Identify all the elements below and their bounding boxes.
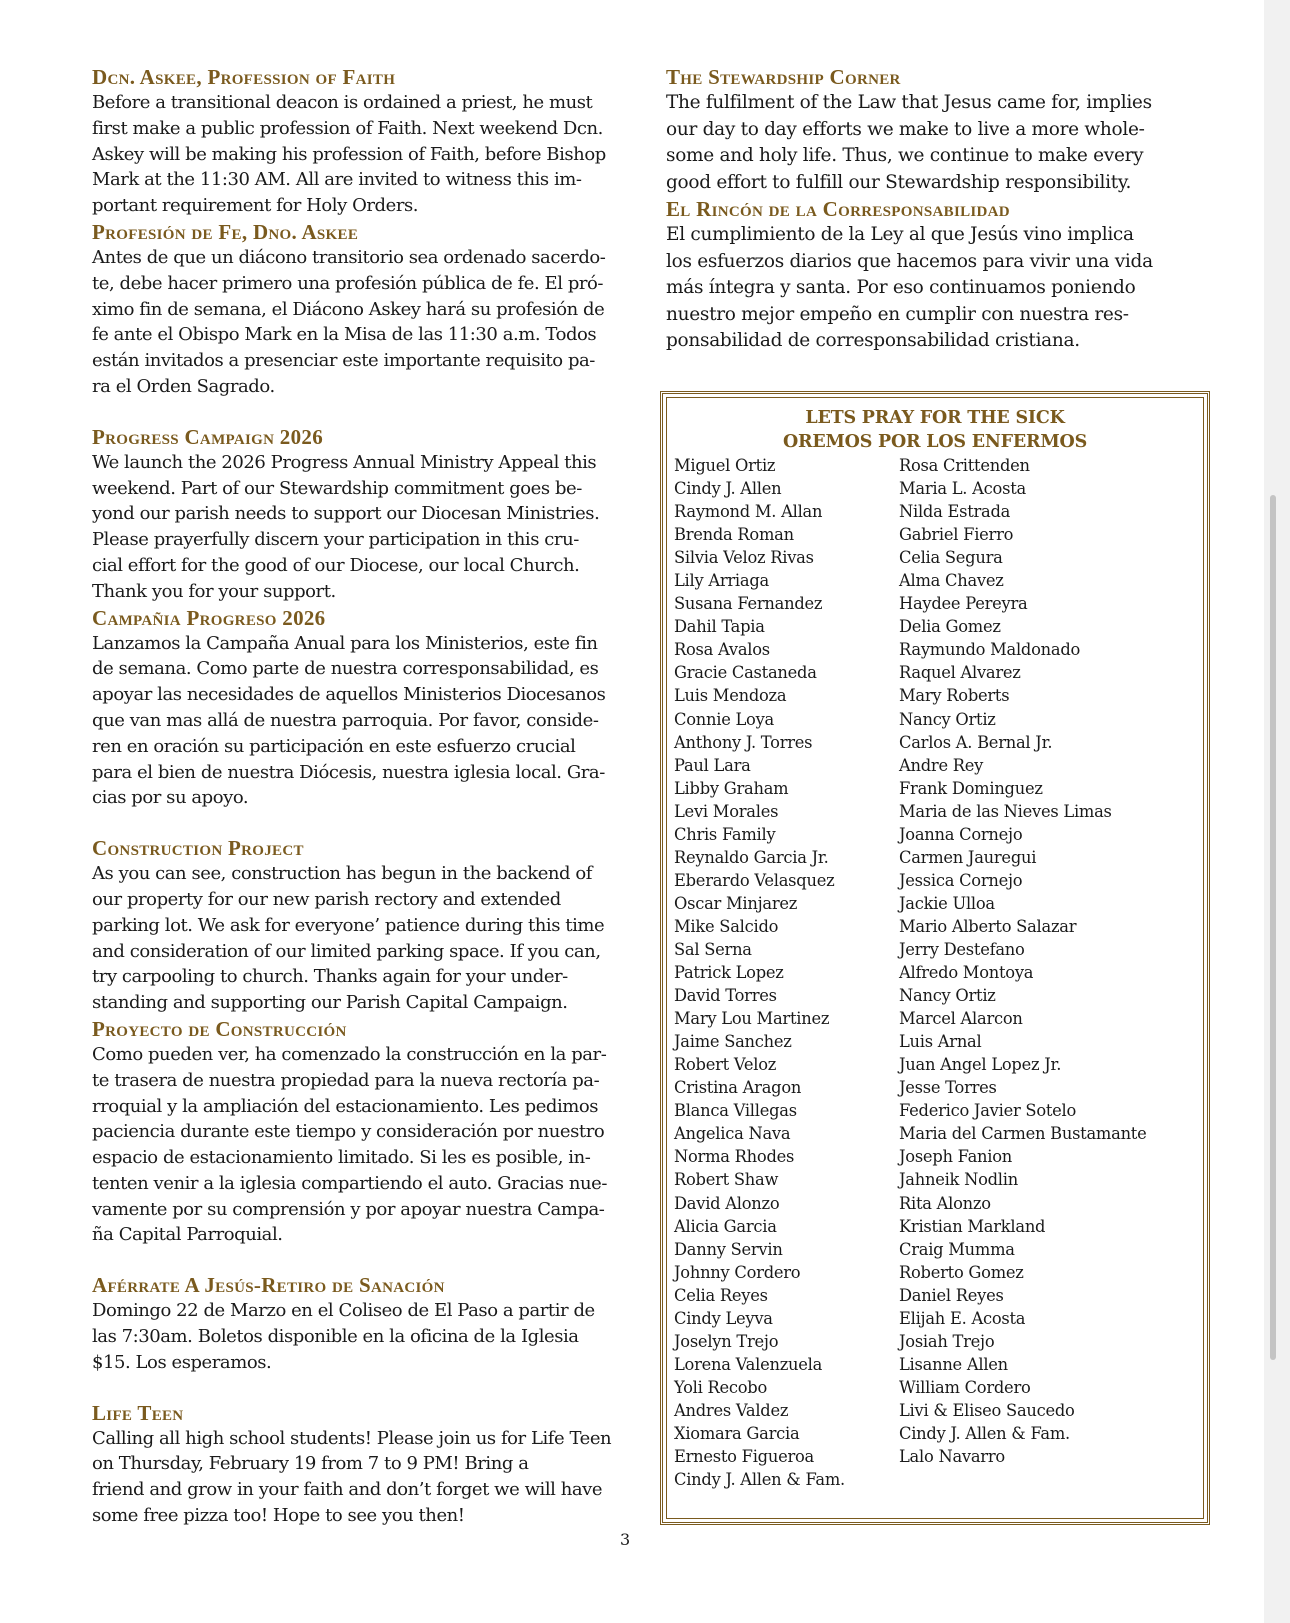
sick-names-column-1 [674, 454, 845, 1491]
sick-name: Alicia Garcia [674, 1216, 777, 1236]
sick-name: Nilda Estrada [899, 502, 1011, 522]
sick-name: Gabriel Fierro [899, 525, 1014, 545]
sick-name: Carlos A. Bernal Jr. [899, 732, 1053, 752]
sick-name: Xiomara Garcia [674, 1423, 800, 1443]
sick-name: Patrick Lopez [674, 963, 784, 983]
sick-name: Josiah Trejo [899, 1331, 995, 1351]
sick-name: Angelica Nava [674, 1124, 791, 1144]
sick-name: Ernesto Figueroa [674, 1447, 815, 1467]
sick-name: Chris Family [674, 824, 776, 844]
sick-name: Joanna Cornejo [899, 824, 1023, 844]
sick-list-title [663, 406, 1207, 454]
section-body: Domingo 22 de Marzo en el Coliseo de El Paso a partir de las 7:30am. Boletos disponible en la oficina de la Iglesia $15. Los esperamos. [92, 1300, 595, 1373]
sick-name: Andres Valdez [674, 1400, 789, 1420]
section-heading: Construction Project [92, 836, 304, 861]
section-body: El cumplimiento de la Ley al que Jesús vino implica los esfuerzos diarios que hacemos para vivir una vida más íntegra y santa. Por eso continuamos poniendo nuestro mejor empeño en cumplir con nuestra res- ponsabilidad de corresponsabilidad cristiana. [666, 224, 1153, 351]
sick-name: Luis Mendoza [674, 686, 787, 706]
sick-name: Carmen Jauregui [899, 847, 1037, 867]
section-body: Before a transitional deacon is ordained a priest, he must first make a public profession of Faith. Next weekend Dcn. Askey will be making his profession of Faith, before Bishop Mark at the 11:30 AM. All are invited to witness this im- portant requirement for Holy Orders. [92, 92, 606, 217]
section-heading: Aférrate A Jesús-Retiro de Sanación [92, 1273, 445, 1298]
sick-name: Federico Javier Sotelo [899, 1101, 1077, 1121]
section-heading: Dcn. Askee, Profession of Faith [92, 65, 396, 89]
section-rincon-corresponsabilidad [666, 196, 1211, 355]
sick-name: Cindy J. Allen & Fam. [899, 1423, 1070, 1443]
sick-name: Rosa Avalos [674, 640, 770, 660]
section-body: As you can see, construction has begun in the backend of our property for our new parish rectory and extended parking lot. We ask for everyone’ patience during this time and consideration of our limited parking space. If you can, try carpooling to church. Thanks again for your under- standing and supporting our Parish Capital Campaign. [92, 863, 605, 1014]
sick-name: Lorena Valenzuela [674, 1354, 823, 1374]
sick-name: Jaime Sanchez [674, 1032, 792, 1052]
vertical-scrollbar[interactable] [1270, 495, 1276, 1360]
sick-name: Lalo Navarro [899, 1447, 1005, 1467]
sick-name: Maria L. Acosta [899, 479, 1026, 499]
section-profession-faith [92, 64, 637, 219]
sick-name: Jahneik Nodlin [899, 1170, 1018, 1190]
sick-name: Elijah E. Acosta [899, 1308, 1026, 1328]
sick-name: Craig Mumma [899, 1239, 1015, 1259]
sick-name: Yoli Recobo [674, 1377, 768, 1397]
sick-name: Kristian Markland [899, 1216, 1046, 1236]
sick-name: Alfredo Montoya [899, 963, 1034, 983]
sick-name: Reynaldo Garcia Jr. [674, 847, 829, 867]
sick-name: Libby Graham [674, 778, 789, 798]
section-body: Calling all high school students! Please join us for Life Teen on Thursday, February 19 from 7 to 9 PM! Bring a friend and grow in your faith and don’t forget we will have some free pizza too! Hope to see you then! [92, 1427, 612, 1527]
sick-name: Jesse Torres [899, 1078, 997, 1098]
sick-name: Marcel Alarcon [899, 1009, 1023, 1029]
section-construction-project [92, 835, 637, 1016]
sick-name: Cindy J. Allen [674, 479, 782, 499]
sick-name: Joseph Fanion [899, 1147, 1013, 1167]
sick-name: Livi & Eliseo Saucedo [899, 1400, 1075, 1420]
sick-name: Cristina Aragon [674, 1078, 802, 1098]
sick-name: Nancy Ortiz [899, 986, 996, 1006]
sick-name: Juan Angel Lopez Jr. [899, 1055, 1062, 1075]
sick-name: Johnny Cordero [674, 1262, 801, 1282]
sick-name: Maria del Carmen Bustamante [899, 1124, 1147, 1144]
sick-name: Luis Arnal [899, 1032, 982, 1052]
sick-name: Blanca Villegas [674, 1101, 797, 1121]
sick-name: Frank Dominguez [899, 778, 1043, 798]
sick-name: Brenda Roman [674, 525, 794, 545]
sick-name: Anthony J. Torres [674, 732, 813, 752]
sick-name: Rita Alonzo [899, 1193, 991, 1213]
sick-name: Celia Reyes [674, 1285, 768, 1305]
sick-name: Mary Roberts [899, 686, 1010, 706]
sick-name: Mary Lou Martinez [674, 1009, 830, 1029]
sick-name: Cindy J. Allen & Fam. [674, 1470, 845, 1490]
sick-name: Gracie Castaneda [674, 663, 817, 683]
sick-name: Alma Chavez [899, 571, 1004, 591]
sick-name: Sal Serna [674, 939, 752, 959]
sick-name: Robert Veloz [674, 1055, 777, 1075]
sick-name: Dahil Tapia [674, 617, 765, 637]
pray-for-sick-box [660, 391, 1210, 1525]
section-campania-progreso [92, 605, 637, 812]
section-heading: El Rincón de la Corresponsabilidad [666, 197, 1010, 221]
sick-names-column-2 [899, 454, 1147, 1468]
sick-name: Raymond M. Allan [674, 502, 823, 522]
sick-name: Joselyn Trejo [674, 1331, 779, 1351]
sick-name: Paul Lara [674, 755, 751, 775]
section-life-teen [92, 1400, 637, 1529]
sick-name: Raymundo Maldonado [899, 640, 1081, 660]
sick-name: Nancy Ortiz [899, 709, 996, 729]
section-body: The fulfilment of the Law that Jesus came for, implies our day to day efforts we make to live a more whole- some and holy life. Thus, we continue to make every good effort to fulfill our Stewardship responsibility. [666, 92, 1152, 193]
section-body: Como pueden ver, ha comenzado la construcción en la par- te trasera de nuestra propiedad para la nueva rectoría pa- rroquial y la ampliación del estacionamiento. Les pedimos paciencia durante este tiempo y consideración por nuestro espacio de estacionamiento limitado. Si les es posible, in- tenten venir a la iglesia compartiendo el auto. Gracias nue- vamente por su comprensión y por apoyar nuestra Campa- ña Capital Parroquial. [92, 1043, 607, 1246]
sick-name: Connie Loya [674, 709, 775, 729]
sick-name: Jerry Destefano [899, 939, 1025, 959]
sick-name: Lily Arriaga [674, 571, 769, 591]
sick-name: Robert Shaw [674, 1170, 779, 1190]
sick-name: Daniel Reyes [899, 1285, 1004, 1305]
sick-name: Delia Gomez [899, 617, 1001, 637]
sick-name: Danny Servin [674, 1239, 783, 1259]
section-retiro-sanacion [92, 1272, 637, 1375]
sick-name: Mario Alberto Salazar [899, 916, 1077, 936]
sick-name: Silvia Veloz Rivas [674, 548, 814, 568]
sick-name: William Cordero [899, 1377, 1031, 1397]
sick-name: Lisanne Allen [899, 1354, 1008, 1374]
sick-name: Haydee Pereyra [899, 594, 1028, 614]
sick-name: Eberardo Velasquez [674, 870, 835, 890]
section-body: Antes de que un diácono transitorio sea ordenado sacerdo- te, debe hacer primero una profesión pública de fe. El pró- ximo fin de semana, el Diácono Askey hará su profesión de fe ante el Obispo Mark en la Misa de las 11:30 a.m. Todos están invitados a presenciar este importante requisito pa- ra el Orden Sagrado. [92, 246, 606, 397]
sick-name: Raquel Alvarez [899, 663, 1021, 683]
sick-title-english: LETS PRAY FOR THE SICK [805, 408, 1065, 428]
section-progress-campaign [92, 424, 637, 605]
sick-name: Miguel Ortiz [674, 456, 776, 475]
sick-name: David Alonzo [674, 1193, 780, 1213]
section-heading: Campañia Progreso 2026 [92, 605, 326, 630]
sick-name: Roberto Gomez [899, 1262, 1024, 1282]
sick-name: Mike Salcido [674, 916, 779, 936]
sick-name: Rosa Crittenden [899, 456, 1030, 475]
sick-name: Norma Rhodes [674, 1147, 795, 1167]
section-body: Lanzamos la Campaña Anual para los Ministerios, este fin de semana. Como parte de nuestra corresponsabilidad, es apoyar las necesidades de aquellos Ministerios Diocesanos que van mas allá de nuestra parroquia. Por favor, conside- ren en oración su participación en este esfuerzo crucial para el bien de nuestra Diócesis, nuestra iglesia local. Gra- cias por su apoyo. [92, 632, 606, 809]
sick-name: Levi Morales [674, 801, 779, 821]
section-heading: Progress Campaign 2026 [92, 424, 323, 449]
sick-name: Cindy Leyva [674, 1308, 773, 1328]
sick-name: Celia Segura [899, 548, 1003, 568]
sick-name: Jackie Ulloa [899, 893, 995, 913]
section-heading: Life Teen [92, 1400, 184, 1425]
section-proyecto-construccion [92, 1016, 637, 1248]
page-number: 3 [620, 1530, 631, 1549]
right-column [666, 64, 1211, 355]
sick-name: David Torres [674, 986, 777, 1006]
sick-name: Jessica Cornejo [899, 870, 1023, 890]
section-profesion-fe [92, 219, 637, 400]
section-body: We launch the 2026 Progress Annual Ministry Appeal this weekend. Part of our Stewardship commitment goes be- yond our parish needs to support our Diocesan Ministries. Please prayerfully discern your participation in this cru- cial effort for the good of our Diocese, our local Church. Thank you for your support. [92, 451, 600, 602]
sick-title-spanish: OREMOS POR LOS ENFERMOS [782, 432, 1088, 452]
sick-name: Andre Rey [899, 755, 984, 775]
section-heading: Profesión de Fe, Dno. Askee [92, 219, 359, 244]
sick-name: Oscar Minjarez [674, 893, 798, 913]
left-column [92, 64, 637, 1529]
section-heading: Proyecto de Construcción [92, 1016, 347, 1041]
section-heading: The Stewardship Corner [666, 65, 901, 89]
sick-name: Susana Fernandez [674, 594, 823, 614]
sick-name: Maria de las Nieves Limas [899, 801, 1112, 821]
section-stewardship-corner [666, 64, 1211, 196]
